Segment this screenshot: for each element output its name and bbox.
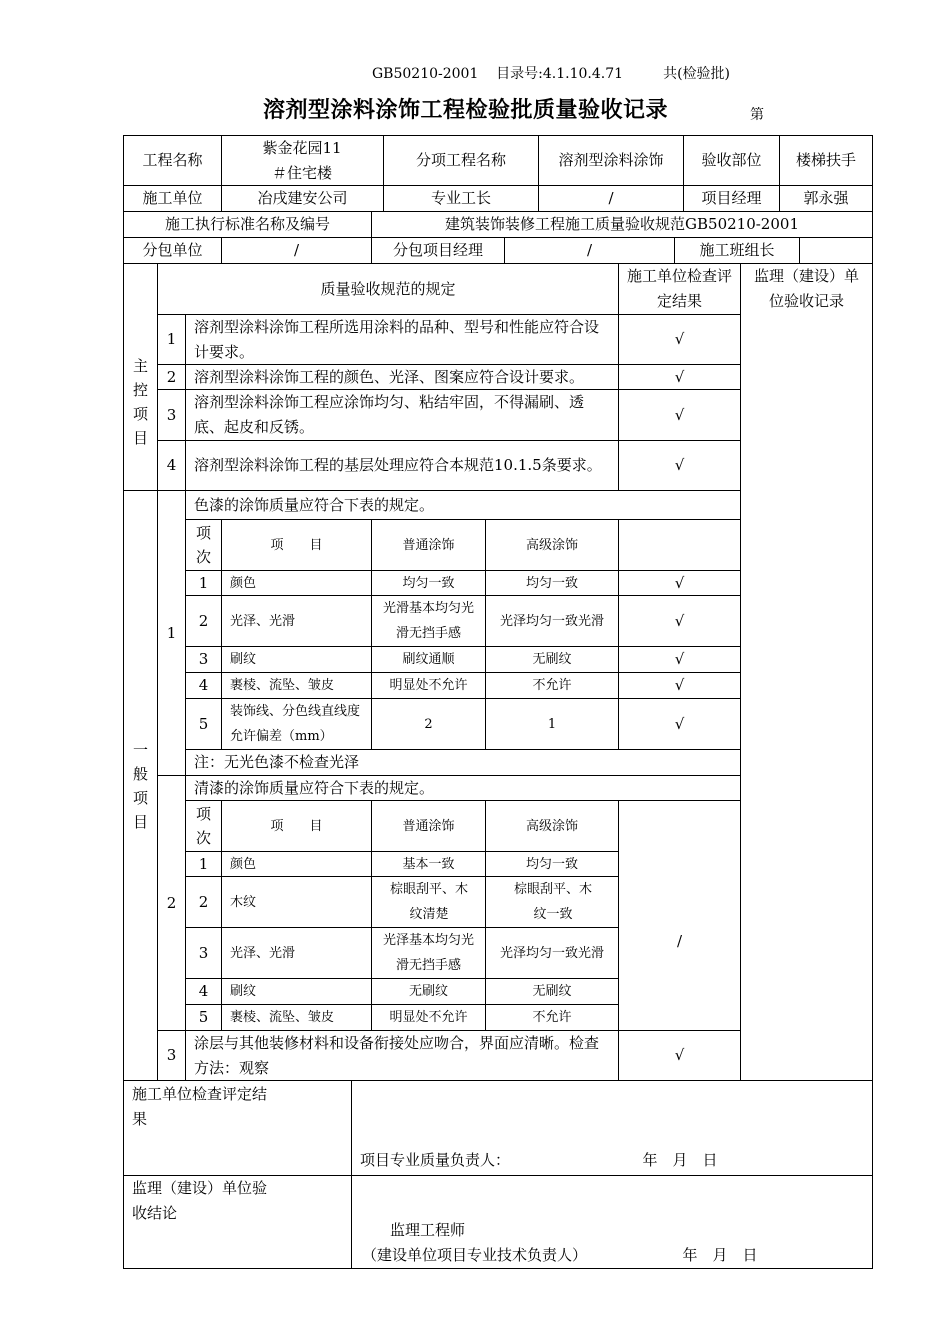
- subtable-row-no: 4: [198, 982, 209, 1000]
- subtable-row-high: 无刷纹: [532, 984, 572, 999]
- subtable-row-item: 木纹: [230, 894, 257, 910]
- subtable-row-no: 1: [198, 573, 209, 592]
- main-items-label-text: 主控项目: [132, 357, 148, 447]
- subtable-row-normal: 棕眼刮平、木纹清楚: [390, 882, 469, 922]
- supervisor-date: 年 月 日: [682, 1246, 758, 1264]
- general-item-no: 1: [166, 623, 177, 642]
- subtable-row-high: 不允许: [532, 678, 572, 693]
- subtable-row-no: 3: [198, 650, 209, 668]
- sub-unit-value: /: [293, 241, 300, 259]
- subtable-row-normal: 光滑基本均匀光滑无挡手感: [382, 601, 474, 641]
- sub-manager-value: /: [586, 241, 593, 259]
- subtable-row-result: √: [674, 573, 685, 592]
- project-name-value: 紫金花园11＃住宅楼: [262, 138, 342, 182]
- main-items-label: [124, 264, 157, 490]
- general-items-label-text: 一般项目: [132, 740, 148, 831]
- subtable-row-item: 装饰线、分色线直线度允许偏差（mm）: [230, 704, 361, 744]
- page-suffix: 第: [750, 107, 764, 123]
- subtable-row-normal: 明显处不允许: [389, 678, 468, 693]
- part-value: 楼梯扶手: [795, 151, 856, 169]
- subtable-row-no: 1: [198, 854, 209, 873]
- subtable-row-high: 无刷纹: [532, 652, 572, 667]
- main-item-result: √: [674, 456, 685, 474]
- subtable-header-normal: 普通涂饰: [402, 818, 455, 834]
- subtable-header-normal: 普通涂饰: [402, 537, 455, 553]
- subtable-header-high: 高级涂饰: [525, 818, 578, 834]
- sub-unit-label: 分包单位: [142, 241, 203, 259]
- col-header-spec: 质量验收规范的规定: [320, 279, 456, 298]
- general-item-2-result: /: [676, 931, 683, 950]
- subtable-row-high: 均匀一致: [525, 856, 578, 872]
- subtable-row-no: 5: [198, 1008, 209, 1026]
- subtable-row-result: √: [674, 611, 685, 630]
- team-label: 施工班组长: [699, 241, 775, 259]
- unit-value: 冶戌建安公司: [257, 189, 348, 207]
- standard-label: 施工执行标准名称及编号: [164, 215, 330, 233]
- subtable-row-normal: 2: [424, 716, 433, 732]
- subtable-row-no: 5: [198, 714, 209, 733]
- main-item-text: 溶剂型涂料涂饰工程的基层处理应符合本规范10.1.5条要求。: [194, 456, 602, 474]
- main-item-result: √: [674, 405, 685, 424]
- subtable-row-normal: 均匀一致: [402, 575, 455, 591]
- subtable-row-item: 裹棱、流坠、皱皮: [230, 678, 335, 693]
- main-item-no: 1: [166, 330, 177, 348]
- subtable-header-no-text: 项次: [195, 805, 211, 847]
- general-items-label: [124, 491, 157, 1080]
- general-item-no: 2: [166, 893, 177, 912]
- check-date: 年 月 日: [642, 1151, 718, 1169]
- subtable-row-normal: 基本一致: [402, 856, 455, 872]
- subtable-row-item: 裹棱、流坠、皱皮: [230, 1010, 335, 1025]
- subtable-row-high: 均匀一致: [525, 575, 578, 591]
- project-name-label: 工程名称: [142, 151, 203, 169]
- supervisor-engineer: 监理工程师: [390, 1221, 466, 1239]
- main-item-text: 溶剂型涂料涂饰工程的颜色、光泽、图案应符合设计要求。: [194, 367, 585, 386]
- team-value: [800, 238, 872, 263]
- subtable-row-no: 4: [198, 676, 209, 694]
- col-header-check: 施工单位检查评定结果: [626, 267, 732, 310]
- subtable-row-normal: 刷纹通顺: [402, 652, 455, 667]
- subtable-row-no: 3: [198, 943, 209, 962]
- main-item-result: √: [674, 330, 685, 348]
- subtable-header-no-text: 项次: [195, 524, 211, 566]
- main-item-no: 2: [166, 367, 177, 386]
- main-item-no: 4: [166, 456, 177, 474]
- main-item-text: 溶剂型涂料涂饰工程应涂饰均匀、粘结牢固，不得漏刷、透底、起皮和反锈。: [194, 393, 585, 436]
- foreman-value: /: [608, 189, 614, 207]
- subtable-row-normal: 无刷纹: [408, 984, 448, 999]
- general-item-note: 注：无光色漆不检查光泽: [194, 753, 360, 771]
- subtable-row-normal: 光泽基本均匀光滑无挡手感: [382, 933, 474, 973]
- subtable-header-item: 项 目: [270, 537, 323, 553]
- subtable-row-item: 颜色: [230, 575, 257, 591]
- subtable-header-no: [186, 801, 221, 851]
- subtable-row-result: √: [674, 676, 685, 694]
- grid-line: [221, 135, 222, 186]
- subtable-row-no: 2: [198, 892, 209, 911]
- manager-value: 郭永强: [803, 189, 849, 207]
- subtable-row-result: √: [674, 650, 685, 668]
- subtable-row-high: 棕眼刮平、木纹一致: [514, 882, 593, 922]
- general-item-text: 涂层与其他装修材料和设备衔接处应吻合，界面应清晰。检查方法：观察: [194, 1033, 600, 1077]
- general-item-intro: 清漆的涂饰质量应符合下表的规定。: [194, 778, 435, 797]
- sub-manager-label: 分包项目经理: [392, 241, 483, 259]
- part-label: 验收部位: [701, 151, 762, 169]
- subtable-header-no: [186, 520, 221, 570]
- general-item-no: 3: [166, 1046, 177, 1064]
- main-item-result: √: [674, 367, 685, 386]
- subtable-row-high: 1: [547, 716, 557, 732]
- document-header-line: GB50210-2001 目录号:4.1.10.4.71 共(检验批): [372, 66, 731, 82]
- main-item-no: 3: [166, 405, 177, 424]
- subtable-row-result: √: [674, 714, 685, 733]
- col-header-supervise: 监理（建设）单位验收记录: [753, 267, 859, 310]
- general-item-intro: 色漆的涂饰质量应符合下表的规定。: [194, 495, 435, 514]
- page-title: 溶剂型涂料涂饰工程检验批质量验收记录: [263, 98, 669, 123]
- subtable-row-item: 刷纹: [230, 984, 257, 999]
- check-signer: 项目专业质量负责人：: [360, 1151, 511, 1169]
- supervisor-conclusion-label: 监理（建设）单位验收结论: [132, 1179, 268, 1222]
- subtable-row-high: 光泽均匀一致光滑: [500, 945, 605, 961]
- check-result-label: 施工单位检查评定结果: [132, 1085, 268, 1128]
- subtable-row-item: 光泽、光滑: [230, 613, 296, 629]
- manager-label: 项目经理: [701, 189, 762, 207]
- subtable-row-high: 不允许: [532, 1010, 572, 1025]
- subtable-header-item: 项 目: [270, 818, 323, 834]
- subtable-row-normal: 明显处不允许: [389, 1010, 468, 1025]
- sub-project-label: 分项工程名称: [415, 151, 506, 169]
- general-item-result: √: [674, 1046, 685, 1064]
- subtable-header-high: 高级涂饰: [525, 537, 578, 553]
- subtable-row-item: 颜色: [230, 856, 257, 872]
- subtable-row-item: 刷纹: [230, 652, 257, 667]
- main-item-text: 溶剂型涂料涂饰工程所选用涂料的品种、型号和性能应符合设计要求。: [194, 317, 600, 361]
- subtable-row-item: 光泽、光滑: [230, 945, 296, 961]
- subtable-row-high: 光泽均匀一致光滑: [500, 613, 605, 629]
- supervisor-signer: （建设单位项目专业技术负责人）: [362, 1246, 588, 1264]
- standard-value: 建筑装饰装修工程施工质量验收规范GB50210-2001: [445, 215, 799, 233]
- subtable-row-no: 2: [198, 611, 209, 630]
- foreman-label: 专业工长: [430, 189, 491, 207]
- sub-project-value: 溶剂型涂料涂饰: [558, 151, 664, 169]
- unit-label: 施工单位: [142, 189, 203, 207]
